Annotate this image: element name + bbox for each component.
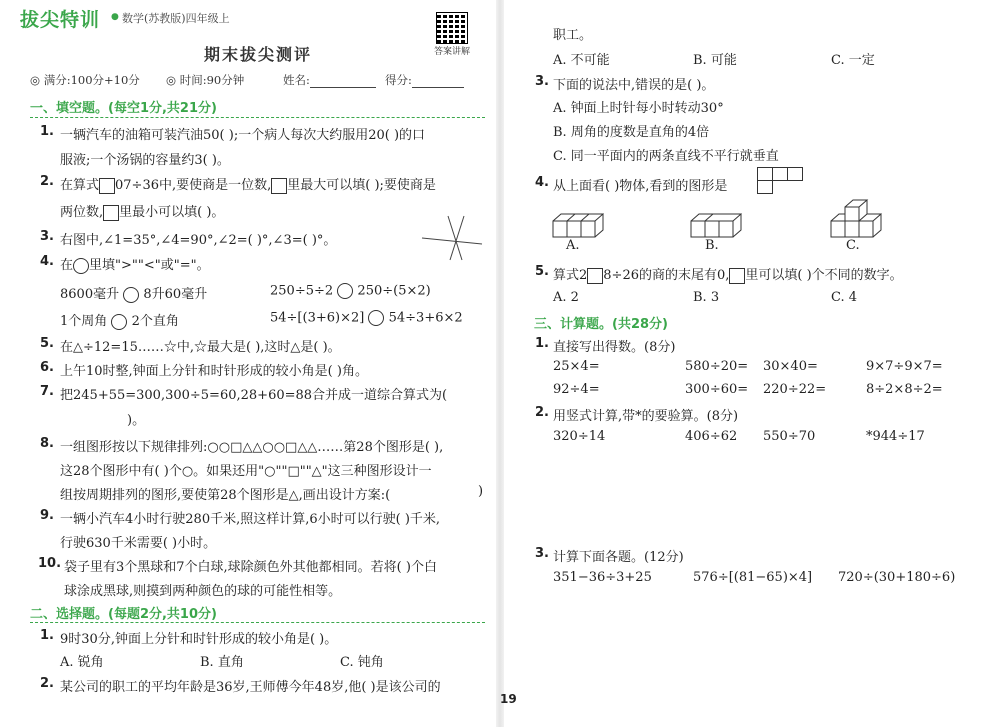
name-field[interactable] xyxy=(283,72,376,88)
compare-item xyxy=(270,283,431,299)
blank-box[interactable] xyxy=(271,178,287,194)
question-text: 用竖式计算,带*的要验算。(8分) xyxy=(553,409,739,424)
text-part: 里最大可以填( );要使商是 xyxy=(287,178,436,193)
text-part: 8600毫升 xyxy=(60,287,120,302)
question-number: 7. xyxy=(40,384,54,399)
text-part: 54÷[(3+6)×2] xyxy=(270,310,365,326)
text-part: 07÷36中,要使商是一位数, xyxy=(115,178,272,193)
bullet-dot: ● xyxy=(111,12,119,22)
option-b[interactable]: B. 可能 xyxy=(693,53,737,68)
calc-item: 220÷22= xyxy=(763,382,827,397)
book-gutter xyxy=(496,0,504,727)
top-view-shape-icon xyxy=(757,167,803,195)
question-number: 2. xyxy=(535,405,549,420)
compare-circle[interactable] xyxy=(111,314,127,330)
question-text: ) xyxy=(478,484,484,499)
right-page xyxy=(508,0,1000,727)
question-text: 在△÷12=15……☆中,☆最大是( ),这时△是( )。 xyxy=(60,340,341,355)
blank-box[interactable] xyxy=(729,268,745,284)
option-b[interactable]: B. 3 xyxy=(693,290,720,305)
question-number: 6. xyxy=(40,360,54,375)
option-c-label[interactable]: C. xyxy=(846,238,860,253)
option-c[interactable]: C. 一定 xyxy=(831,53,875,68)
question-text: 球涂成黑球,则摸到两种颜色的球的可能性相等。 xyxy=(64,584,342,599)
option-a[interactable]: A. 锐角 xyxy=(60,655,104,670)
option-b[interactable]: B. 直角 xyxy=(200,655,244,670)
full-score: ◎ 满分:100分+10分 xyxy=(30,73,140,87)
option-a[interactable]: A. 钟面上时针每小时转动30° xyxy=(553,101,724,116)
section-fill-blank: 一、填空题。(每空1分,共21分) xyxy=(30,101,217,116)
question-number: 3. xyxy=(40,229,54,244)
name-label: 姓名: xyxy=(283,73,310,87)
question-text: 从上面看( )物体,看到的图形是 xyxy=(553,179,728,194)
cube-solid-b-icon[interactable] xyxy=(690,212,742,240)
calc-item: 550÷70 xyxy=(763,429,816,444)
option-c[interactable]: C. 钝角 xyxy=(340,655,384,670)
question-text xyxy=(60,174,436,194)
question-text: 袋子里有3个黑球和7个白球,球除颜色外其他都相同。若将( )个白 xyxy=(64,560,437,575)
question-number: 5. xyxy=(535,264,549,279)
calc-item: 300÷60= xyxy=(685,382,749,397)
qr-label: 答案讲解 xyxy=(434,47,471,57)
page-title: 期末拔尖测评 xyxy=(204,45,313,64)
question-text: 行驶630千米需要( )小时。 xyxy=(60,536,217,551)
text-part: 54÷3+6×2 xyxy=(388,310,463,326)
question-text: 服液;一个汤锅的容量约3( )。 xyxy=(60,153,230,168)
cube-solid-a-icon[interactable] xyxy=(552,212,604,240)
brand-logo: 拔尖特训 xyxy=(20,9,101,31)
compare-item xyxy=(270,310,463,326)
calc-item: 320÷14 xyxy=(553,429,606,444)
calc-item: 9×7÷9×7= xyxy=(866,359,943,374)
option-b[interactable]: B. 周角的度数是直角的4倍 xyxy=(553,125,710,140)
text-part: 250÷(5×2) xyxy=(357,283,431,299)
text-part: 在 xyxy=(60,258,74,273)
option-b-label[interactable]: B. xyxy=(705,238,719,253)
question-number: 10. xyxy=(38,556,62,571)
question-number: 3. xyxy=(535,74,549,89)
question-text xyxy=(553,264,903,284)
option-a[interactable]: A. 2 xyxy=(553,290,579,305)
text-part: 里填">""<"或"="。 xyxy=(89,258,210,273)
series-label: 数学(苏教版)四年级上 xyxy=(122,12,230,25)
left-page xyxy=(0,0,492,727)
question-text xyxy=(60,254,210,274)
question-number: 2. xyxy=(40,676,54,691)
compare-circle[interactable] xyxy=(337,283,353,299)
time-limit: ◎ 时间:90分钟 xyxy=(166,73,245,87)
score-label: 得分: xyxy=(385,73,412,87)
section-calc: 三、计算题。(共28分) xyxy=(534,317,668,332)
question-number: 5. xyxy=(40,336,54,351)
question-text: 上午10时整,钟面上分针和时针形成的较小角是( )角。 xyxy=(60,364,368,379)
calc-item: *944÷17 xyxy=(866,429,925,444)
text-part: 2个直角 xyxy=(131,314,179,329)
question-text: 把245+55=300,300÷5=60,28+60=88合并成一道综合算式为( xyxy=(60,388,448,403)
angle-diagram-icon xyxy=(420,214,484,262)
question-text: 计算下面各题。(12分) xyxy=(553,550,684,565)
blank-box[interactable] xyxy=(99,178,115,194)
text-part: 在算式 xyxy=(60,178,100,193)
question-text: 直接写出得数。(8分) xyxy=(553,340,676,355)
section-divider xyxy=(30,622,485,623)
calc-item: 576÷[(81−65)×4] xyxy=(693,570,813,585)
text-part: 8÷26的商的末尾有0, xyxy=(603,268,730,283)
cube-solid-c-icon[interactable] xyxy=(830,198,882,240)
calc-item: 720÷(30+180÷6) xyxy=(838,570,956,585)
option-c[interactable]: C. 4 xyxy=(831,290,858,305)
question-text: 下面的说法中,错误的是( )。 xyxy=(553,78,715,93)
compare-circle[interactable] xyxy=(368,310,384,326)
section-divider xyxy=(30,117,485,118)
question-text: )。 xyxy=(127,413,146,428)
question-number: 4. xyxy=(40,254,54,269)
text-part: 算式2 xyxy=(553,268,588,283)
question-text: 9时30分,钟面上分针和时针形成的较小角是( )。 xyxy=(60,632,338,647)
text-part: 1个周角 xyxy=(60,314,108,329)
question-text: 一辆汽车的油箱可装汽油50( );一个病人每次大约服用20( )的口 xyxy=(60,128,426,143)
question-text: 一组图形按以下规律排列:○○□△△○○□△△……第28个图形是( ), xyxy=(60,440,444,455)
calc-item: 25×4= xyxy=(553,359,600,374)
question-number: 8. xyxy=(40,436,54,451)
blank-box[interactable] xyxy=(103,205,119,221)
text-part: 里最小可以填( )。 xyxy=(119,205,225,220)
question-number: 1. xyxy=(40,124,54,139)
text-part: 8升60毫升 xyxy=(143,287,208,302)
score-field[interactable] xyxy=(385,72,464,88)
compare-item xyxy=(60,283,207,303)
page-number: 19 xyxy=(500,692,517,706)
text-part: 里可以填( )个不同的数字。 xyxy=(745,268,903,283)
calc-item: 30×40= xyxy=(763,359,818,374)
question-text: 职工。 xyxy=(553,28,593,43)
compare-circle[interactable] xyxy=(123,287,139,303)
text-part: 两位数, xyxy=(60,205,104,220)
option-a[interactable]: A. 不可能 xyxy=(553,53,610,68)
question-text: 右图中,∠1=35°,∠4=90°,∠2=( )°,∠3=( )°。 xyxy=(60,233,337,248)
question-number: 4. xyxy=(535,175,549,190)
question-number: 1. xyxy=(535,336,549,351)
question-text: 组按周期排列的图形,要使第28个图形是△,画出设计方案:( xyxy=(60,488,391,503)
question-text: 某公司的职工的平均年龄是36岁,王师傅今年48岁,他( )是该公司的 xyxy=(60,680,441,695)
calc-item: 351−36÷3+25 xyxy=(553,570,652,585)
section-choice: 二、选择题。(每题2分,共10分) xyxy=(30,607,217,622)
option-c[interactable]: C. 同一平面内的两条直线不平行就垂直 xyxy=(553,149,779,164)
calc-item: 580÷20= xyxy=(685,359,749,374)
question-number: 9. xyxy=(40,508,54,523)
option-a-label[interactable]: A. xyxy=(566,238,580,253)
qr-code-icon[interactable] xyxy=(436,12,468,44)
question-number: 1. xyxy=(40,628,54,643)
question-text: 一辆小汽车4小时行驶280千米,照这样计算,6小时可以行驶( )千米, xyxy=(60,512,441,527)
compare-item xyxy=(60,310,179,330)
question-text xyxy=(60,201,224,221)
compare-circle[interactable] xyxy=(73,258,89,274)
question-number: 3. xyxy=(535,546,549,561)
text-part: 250÷5÷2 xyxy=(270,283,334,299)
question-number: 2. xyxy=(40,174,54,189)
blank-box[interactable] xyxy=(587,268,603,284)
question-text: 这28个图形中有( )个○。如果还用"○""□""△"这三种图形设计一 xyxy=(60,464,432,479)
calc-item: 406÷62 xyxy=(685,429,738,444)
calc-item: 8÷2×8÷2= xyxy=(866,382,943,397)
calc-item: 92÷4= xyxy=(553,382,600,397)
